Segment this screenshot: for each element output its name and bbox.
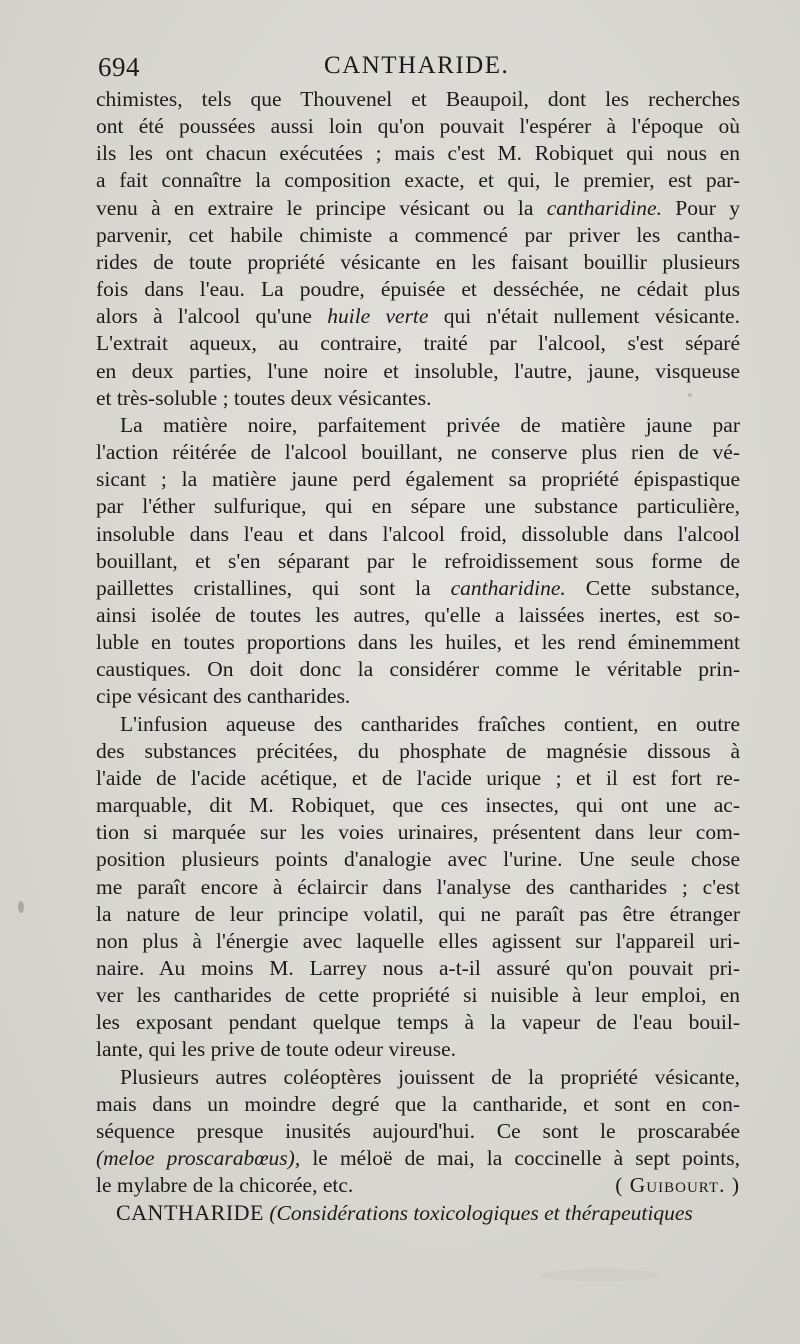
author-attribution: ( Guibourt. ) bbox=[615, 1173, 740, 1198]
paragraph-4 bbox=[96, 1064, 740, 1200]
text-line: ainsi isolée de toutes les autres, qu'elle a laissées inertes, est so- bbox=[96, 602, 740, 627]
text-line: des substances précitées, du phosphate de magnésie dissous à bbox=[96, 738, 740, 763]
text-line: et très-soluble ; toutes deux vésicantes. bbox=[96, 385, 432, 410]
text-line: me paraît encore à éclaircir dans l'analyse des cantharides ; c'est bbox=[96, 874, 740, 899]
entry-word: CANTHARIDE bbox=[116, 1200, 264, 1226]
text-segment: paillettes cristallines, qui sont la bbox=[96, 575, 451, 600]
page-number: 694 bbox=[98, 52, 140, 82]
text-line bbox=[96, 195, 740, 222]
text-line: non plus à l'énergie avec laquelle elles agissent sur l'appareil uri- bbox=[96, 928, 740, 953]
text-line: par l'éther sulfurique, qui en sépare une substance particulière, bbox=[96, 494, 740, 519]
text-line: a fait connaître la composition exacte, et qui, le premier, est par- bbox=[96, 168, 740, 193]
text-segment: venu à en extraire le principe vésicant ou la bbox=[96, 195, 547, 220]
text-line: lante, qui les prive de toute odeur vireuse. bbox=[96, 1037, 457, 1062]
text-line: parvenir, cet habile chimiste a commencé par priver les cantha- bbox=[96, 222, 740, 247]
text-line: fois dans l'eau. La poudre, épuisée et desséchée, ne cédait plus bbox=[96, 277, 740, 302]
text-line: La matière noire, parfaitement privée de matière jaune par bbox=[120, 412, 740, 437]
text-line: Plusieurs autres coléoptères jouissent de la propriété vésicante, bbox=[120, 1064, 740, 1089]
italic-term: (meloe proscarabœus), bbox=[96, 1146, 301, 1171]
text-line: insoluble dans l'eau et dans l'alcool froid, dissoluble dans l'alcool bbox=[96, 521, 740, 546]
italic-term: cantharidine. bbox=[546, 195, 662, 220]
paragraph-1 bbox=[96, 86, 740, 412]
text-line: position plusieurs points d'analogie avec l'urine. Une seule chose bbox=[96, 847, 740, 872]
text-segment: Cette substance, bbox=[565, 575, 740, 600]
text-line: l'aide de l'acide acétique, et de l'acide urique ; et il est fort re- bbox=[96, 765, 740, 790]
text-segment: Pour y bbox=[661, 195, 740, 220]
text-line bbox=[96, 575, 740, 602]
italic-term: cantharidine. bbox=[450, 575, 566, 600]
text-segment: qui n'était nullement vésicante. bbox=[428, 304, 740, 329]
text-line: chimistes, tels que Thouvenel et Beaupoil, dont les recherches bbox=[96, 87, 740, 111]
page-header bbox=[98, 52, 738, 88]
text-line: tion si marquée sur les voies urinaires, présentent dans leur com- bbox=[96, 820, 740, 845]
text-line: cipe vésicant des cantharides. bbox=[96, 684, 351, 709]
text-line: les exposant pendant quelque temps à la vapeur de l'eau bouil- bbox=[96, 1010, 740, 1035]
text-line: sicant ; la matière jaune perd également sa propriété épispastique bbox=[96, 467, 740, 492]
text-line: en deux parties, l'une noire et insoluble, l'autre, jaune, visqueuse bbox=[96, 358, 740, 383]
text-line: marquable, dit M. Robiquet, que ces insectes, qui ont une ac- bbox=[96, 793, 740, 818]
text-line: luble en toutes proportions dans les huiles, et les rend éminemment bbox=[96, 630, 740, 655]
italic-term: huile verte bbox=[327, 304, 429, 329]
body-text bbox=[96, 86, 740, 1228]
text-segment: le méloë de mai, la coccinelle à sept points, bbox=[300, 1146, 740, 1171]
paragraph-2 bbox=[96, 412, 740, 711]
ink-speck bbox=[540, 1269, 660, 1281]
text-line: ver les cantharides de cette propriété si nuisible à leur emploi, en bbox=[96, 983, 740, 1008]
text-line bbox=[96, 1145, 740, 1172]
text-line bbox=[96, 1172, 740, 1199]
text-line: séquence presque inusités aujourd'hui. Ce sont le proscarabée bbox=[96, 1118, 740, 1143]
text-line: L'extrait aqueux, au contraire, traité par l'alcool, s'est séparé bbox=[96, 331, 740, 356]
text-segment: le mylabre de la chicorée, etc. bbox=[96, 1173, 354, 1198]
text-segment: alors à l'alcool qu'une bbox=[96, 304, 328, 329]
text-line: naire. Au moins M. Larrey nous a-t-il assuré qu'on pouvait pri- bbox=[96, 956, 740, 980]
text-line bbox=[96, 303, 740, 330]
entry-subtitle: (Considérations toxicologiques et thérapeutiques bbox=[269, 1201, 693, 1226]
text-line: L'infusion aqueuse des cantharides fraîches contient, en outre bbox=[120, 711, 740, 736]
next-entry-heading bbox=[96, 1199, 740, 1227]
text-line: mais dans un moindre degré que la cantharide, et sont en con- bbox=[96, 1091, 740, 1116]
text-line: rides de toute propriété vésicante en les faisant bouillir plusieurs bbox=[96, 249, 740, 274]
ink-speck bbox=[18, 901, 24, 913]
text-line: ont été poussées aussi loin qu'on pouvait l'espérer à l'époque où bbox=[96, 114, 740, 139]
text-line: bouillant, et s'en séparant par le refroidissement sous forme de bbox=[96, 548, 740, 573]
text-line: ils les ont chacun exécutées ; mais c'est M. Robiquet qui nous en bbox=[96, 141, 740, 166]
paragraph-3 bbox=[96, 711, 740, 1064]
running-title: CANTHARIDE. bbox=[324, 52, 510, 79]
text-line: la nature de leur principe volatil, qui ne paraît pas être étranger bbox=[96, 901, 740, 926]
text-line: l'action réitérée de l'alcool bouillant, ne conserve plus rien de vé- bbox=[96, 440, 740, 465]
text-line: caustiques. On doit donc la considérer comme le véritable prin- bbox=[96, 657, 740, 682]
